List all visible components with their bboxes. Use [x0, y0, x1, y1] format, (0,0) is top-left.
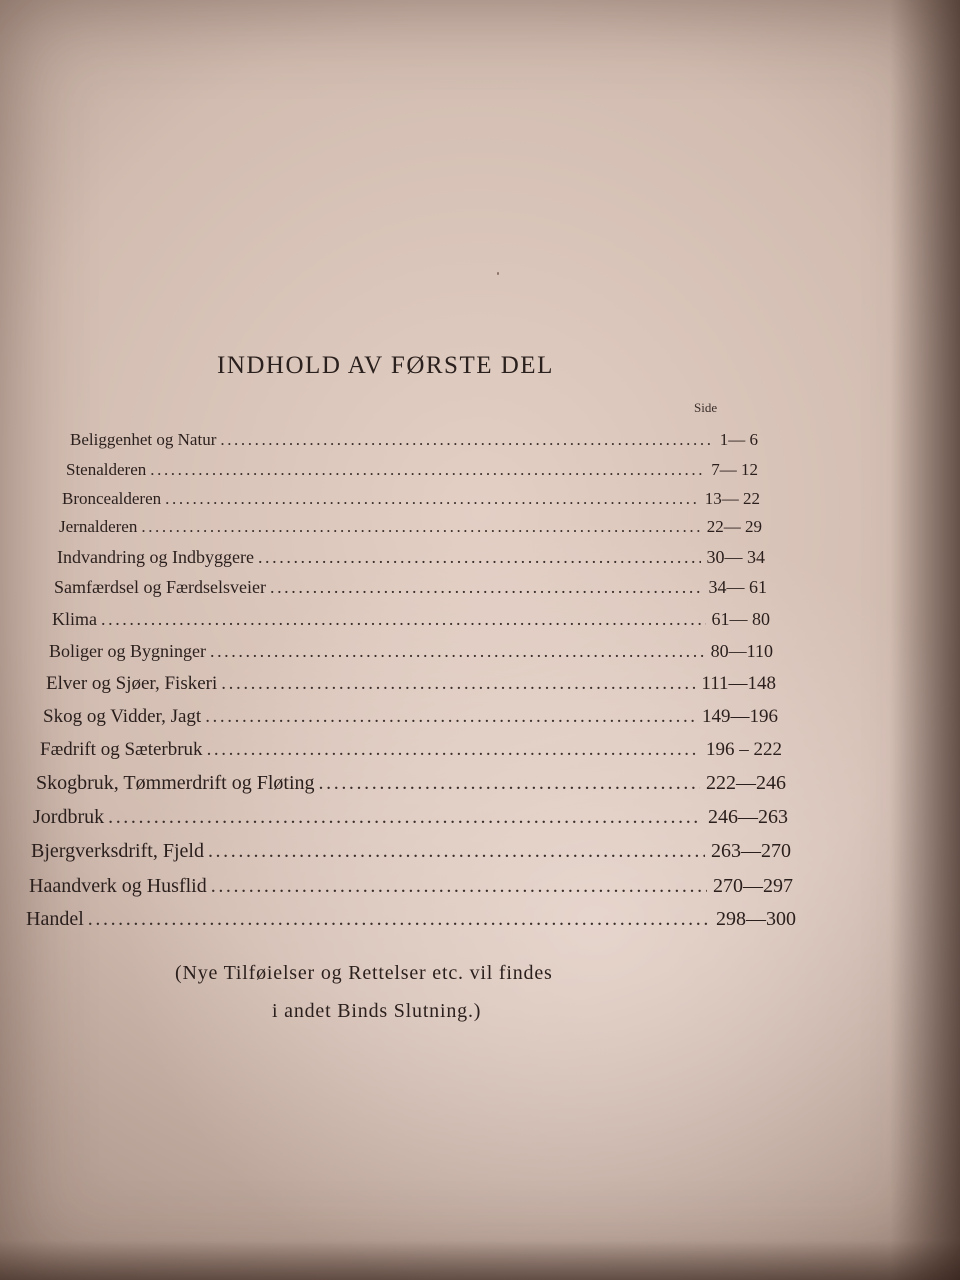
dot-leader: [141, 517, 700, 537]
dot-leader: [210, 641, 705, 662]
toc-entry-pages: 1— 6: [719, 430, 758, 449]
dot-leader: [220, 430, 713, 450]
dot-leader: [221, 673, 695, 695]
toc-entry: [52, 609, 770, 635]
toc-entry: [46, 673, 776, 699]
toc-entry-pages: 34— 61: [708, 577, 767, 597]
toc-entry-title: Klima: [52, 609, 97, 629]
closing-note-line-2: i andet Binds Slutning.): [272, 1000, 482, 1022]
dot-leader: [150, 460, 705, 480]
toc-entry-pages: 246—263: [708, 806, 788, 828]
toc-entry-title: Handel: [26, 908, 84, 930]
toc-entry: [40, 739, 782, 765]
toc-entry: [70, 430, 758, 456]
toc-entry-pages: 61— 80: [711, 609, 770, 629]
dot-leader: [211, 875, 707, 898]
toc-entry-pages: 111—148: [701, 673, 776, 694]
toc-entry-title: Boliger og Bygninger: [49, 641, 206, 661]
toc-entry-pages: 7— 12: [711, 460, 758, 479]
toc-entry-pages: 222—246: [706, 772, 786, 794]
toc-entry-title: Haandverk og Husflid: [29, 875, 207, 897]
toc-entry: [29, 875, 793, 901]
toc-entry-pages: 13— 22: [704, 489, 760, 508]
toc-entry-pages: 30— 34: [706, 547, 765, 567]
toc-entry: [54, 577, 767, 603]
toc-entry-pages: 80—110: [710, 641, 773, 661]
page-title: INDHOLD AV FØRSTE DEL: [217, 352, 554, 379]
toc-entry: [59, 517, 762, 543]
toc-entry-pages: 263—270: [711, 840, 791, 862]
dot-leader: [319, 772, 700, 795]
toc-entry: [57, 547, 765, 573]
dot-leader: [88, 908, 710, 931]
toc-entry: [66, 460, 758, 486]
page-column-header: Side: [694, 400, 718, 415]
toc-entry-title: Samfærdsel og Færdselsveier: [54, 577, 266, 597]
dot-leader: [270, 577, 703, 598]
dot-leader: [207, 739, 700, 761]
toc-entry: [26, 908, 796, 934]
toc-entry-title: Skogbruk, Tømmerdrift og Fløting: [36, 772, 315, 794]
toc-entry-title: Stenalderen: [66, 460, 147, 479]
toc-entry-pages: 196 – 222: [706, 739, 782, 760]
dot-leader: [208, 840, 705, 863]
dot-leader: [101, 609, 706, 630]
toc-entry-title: Bjergverksdrift, Fjeld: [31, 840, 204, 862]
toc-entry-title: Jernalderen: [59, 517, 138, 536]
dot-leader: [108, 806, 702, 829]
toc-entry-title: Broncealderen: [62, 489, 162, 508]
toc-entry-pages: 298—300: [716, 908, 796, 930]
toc-entry-title: Indvandring og Indbyggere: [57, 547, 254, 567]
toc-entry-title: Skog og Vidder, Jagt: [43, 706, 202, 727]
dot-leader: [205, 706, 696, 728]
closing-note-line-1: (Nye Tilføielser og Rettelser etc. vil findes: [175, 962, 553, 984]
toc-entry: [31, 840, 791, 866]
toc-entry: [33, 806, 788, 832]
dot-leader: [165, 489, 699, 509]
toc-entry-pages: 149—196: [702, 706, 778, 727]
toc-entry-title: Jordbruk: [33, 806, 105, 828]
toc-entry-pages: 270—297: [713, 875, 793, 897]
dot-leader: [258, 547, 701, 568]
toc-entry: [49, 641, 773, 667]
toc-entry-title: Fædrift og Sæterbruk: [40, 739, 203, 760]
toc-entry-title: Elver og Sjøer, Fiskeri: [46, 673, 218, 694]
toc-entry-title: Beliggenhet og Natur: [70, 430, 217, 449]
toc-entry-pages: 22— 29: [706, 517, 762, 536]
toc-entry: [43, 706, 778, 732]
toc-entry: [36, 772, 786, 798]
toc-entry: [62, 489, 760, 515]
